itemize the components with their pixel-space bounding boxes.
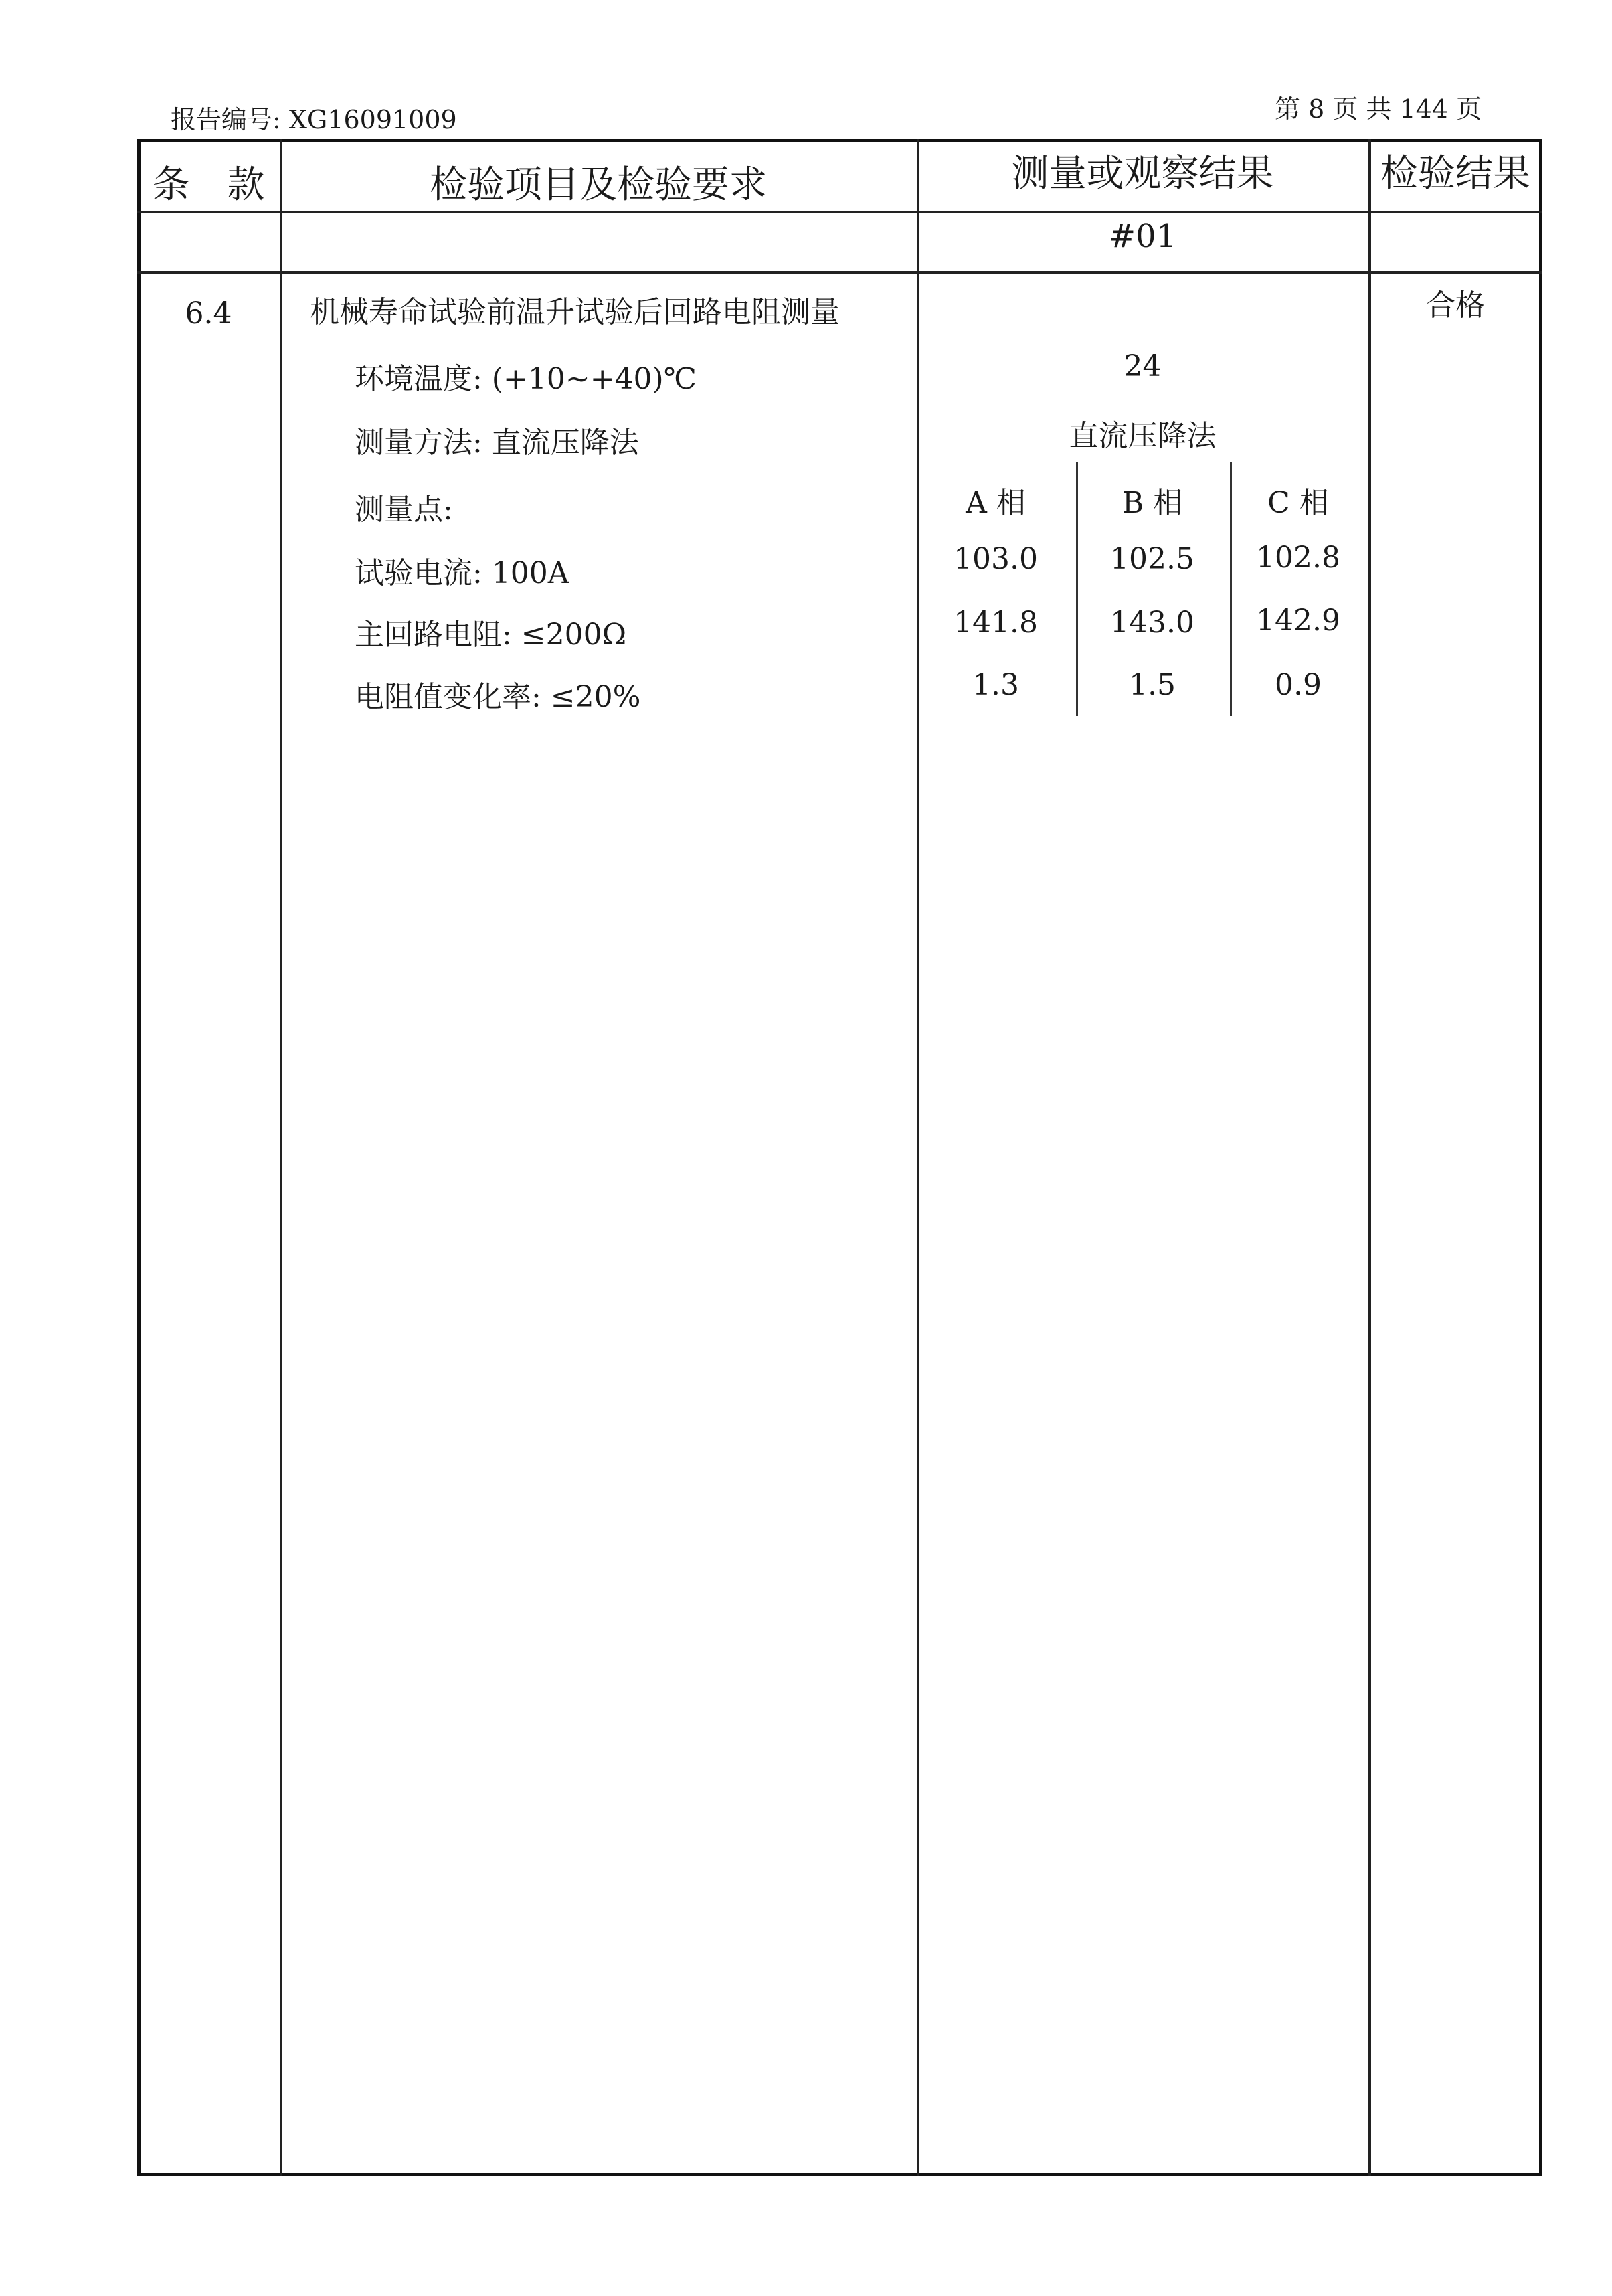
- change-rate-phase-c: 0.9: [1275, 668, 1322, 702]
- sample-id: #01: [1108, 217, 1177, 255]
- col-header-result: 检验结果: [1380, 152, 1530, 195]
- ambient-temp-requirement: 环境温度: (+10~+40)℃: [355, 362, 697, 396]
- current-phase-a: 103.0: [954, 542, 1038, 576]
- test-title: 机械寿命试验前温升试验后回路电阻测量: [310, 295, 840, 329]
- resistance-phase-a: 141.8: [954, 606, 1038, 640]
- col-header-clause: 条 款: [152, 163, 265, 207]
- page-info: 第 8 页 共 144 页: [1275, 94, 1482, 124]
- resistance-phase-b: 143.0: [1110, 606, 1194, 640]
- phase-c-header: C 相: [1267, 486, 1329, 520]
- col-divider-1: [280, 139, 282, 2176]
- sample-row-divider: [137, 271, 1542, 274]
- header-row-divider: [137, 211, 1542, 213]
- phase-divider-bc: [1230, 462, 1232, 716]
- change-rate-phase-a: 1.3: [972, 668, 1019, 702]
- phase-a-header: A 相: [966, 486, 1026, 520]
- phase-divider-ab: [1076, 462, 1078, 716]
- method-value: 直流压降法: [1069, 419, 1217, 453]
- change-rate-phase-b: 1.5: [1129, 668, 1176, 702]
- clause-number: 6.4: [185, 296, 232, 331]
- current-phase-b: 102.5: [1110, 542, 1194, 576]
- phase-b-header: B 相: [1122, 486, 1183, 520]
- resistance-requirement: 主回路电阻: ≤200Ω: [355, 618, 627, 652]
- ambient-temp-value: 24: [1124, 349, 1162, 383]
- current-phase-c: 102.8: [1256, 541, 1340, 575]
- verdict: 合格: [1426, 288, 1485, 323]
- col-header-item: 检验项目及检验要求: [430, 163, 767, 207]
- change-rate-requirement: 电阻值变化率: ≤20%: [355, 680, 641, 714]
- col-header-measure: 测量或观察结果: [1011, 152, 1274, 195]
- method-requirement: 测量方法: 直流压降法: [355, 426, 639, 460]
- col-divider-3: [1368, 139, 1371, 2176]
- resistance-phase-c: 142.9: [1256, 604, 1340, 638]
- test-current-requirement: 试验电流: 100A: [355, 556, 569, 590]
- measure-point-label: 测量点:: [355, 493, 453, 527]
- report-number: 报告编号: XG16091009: [171, 105, 457, 135]
